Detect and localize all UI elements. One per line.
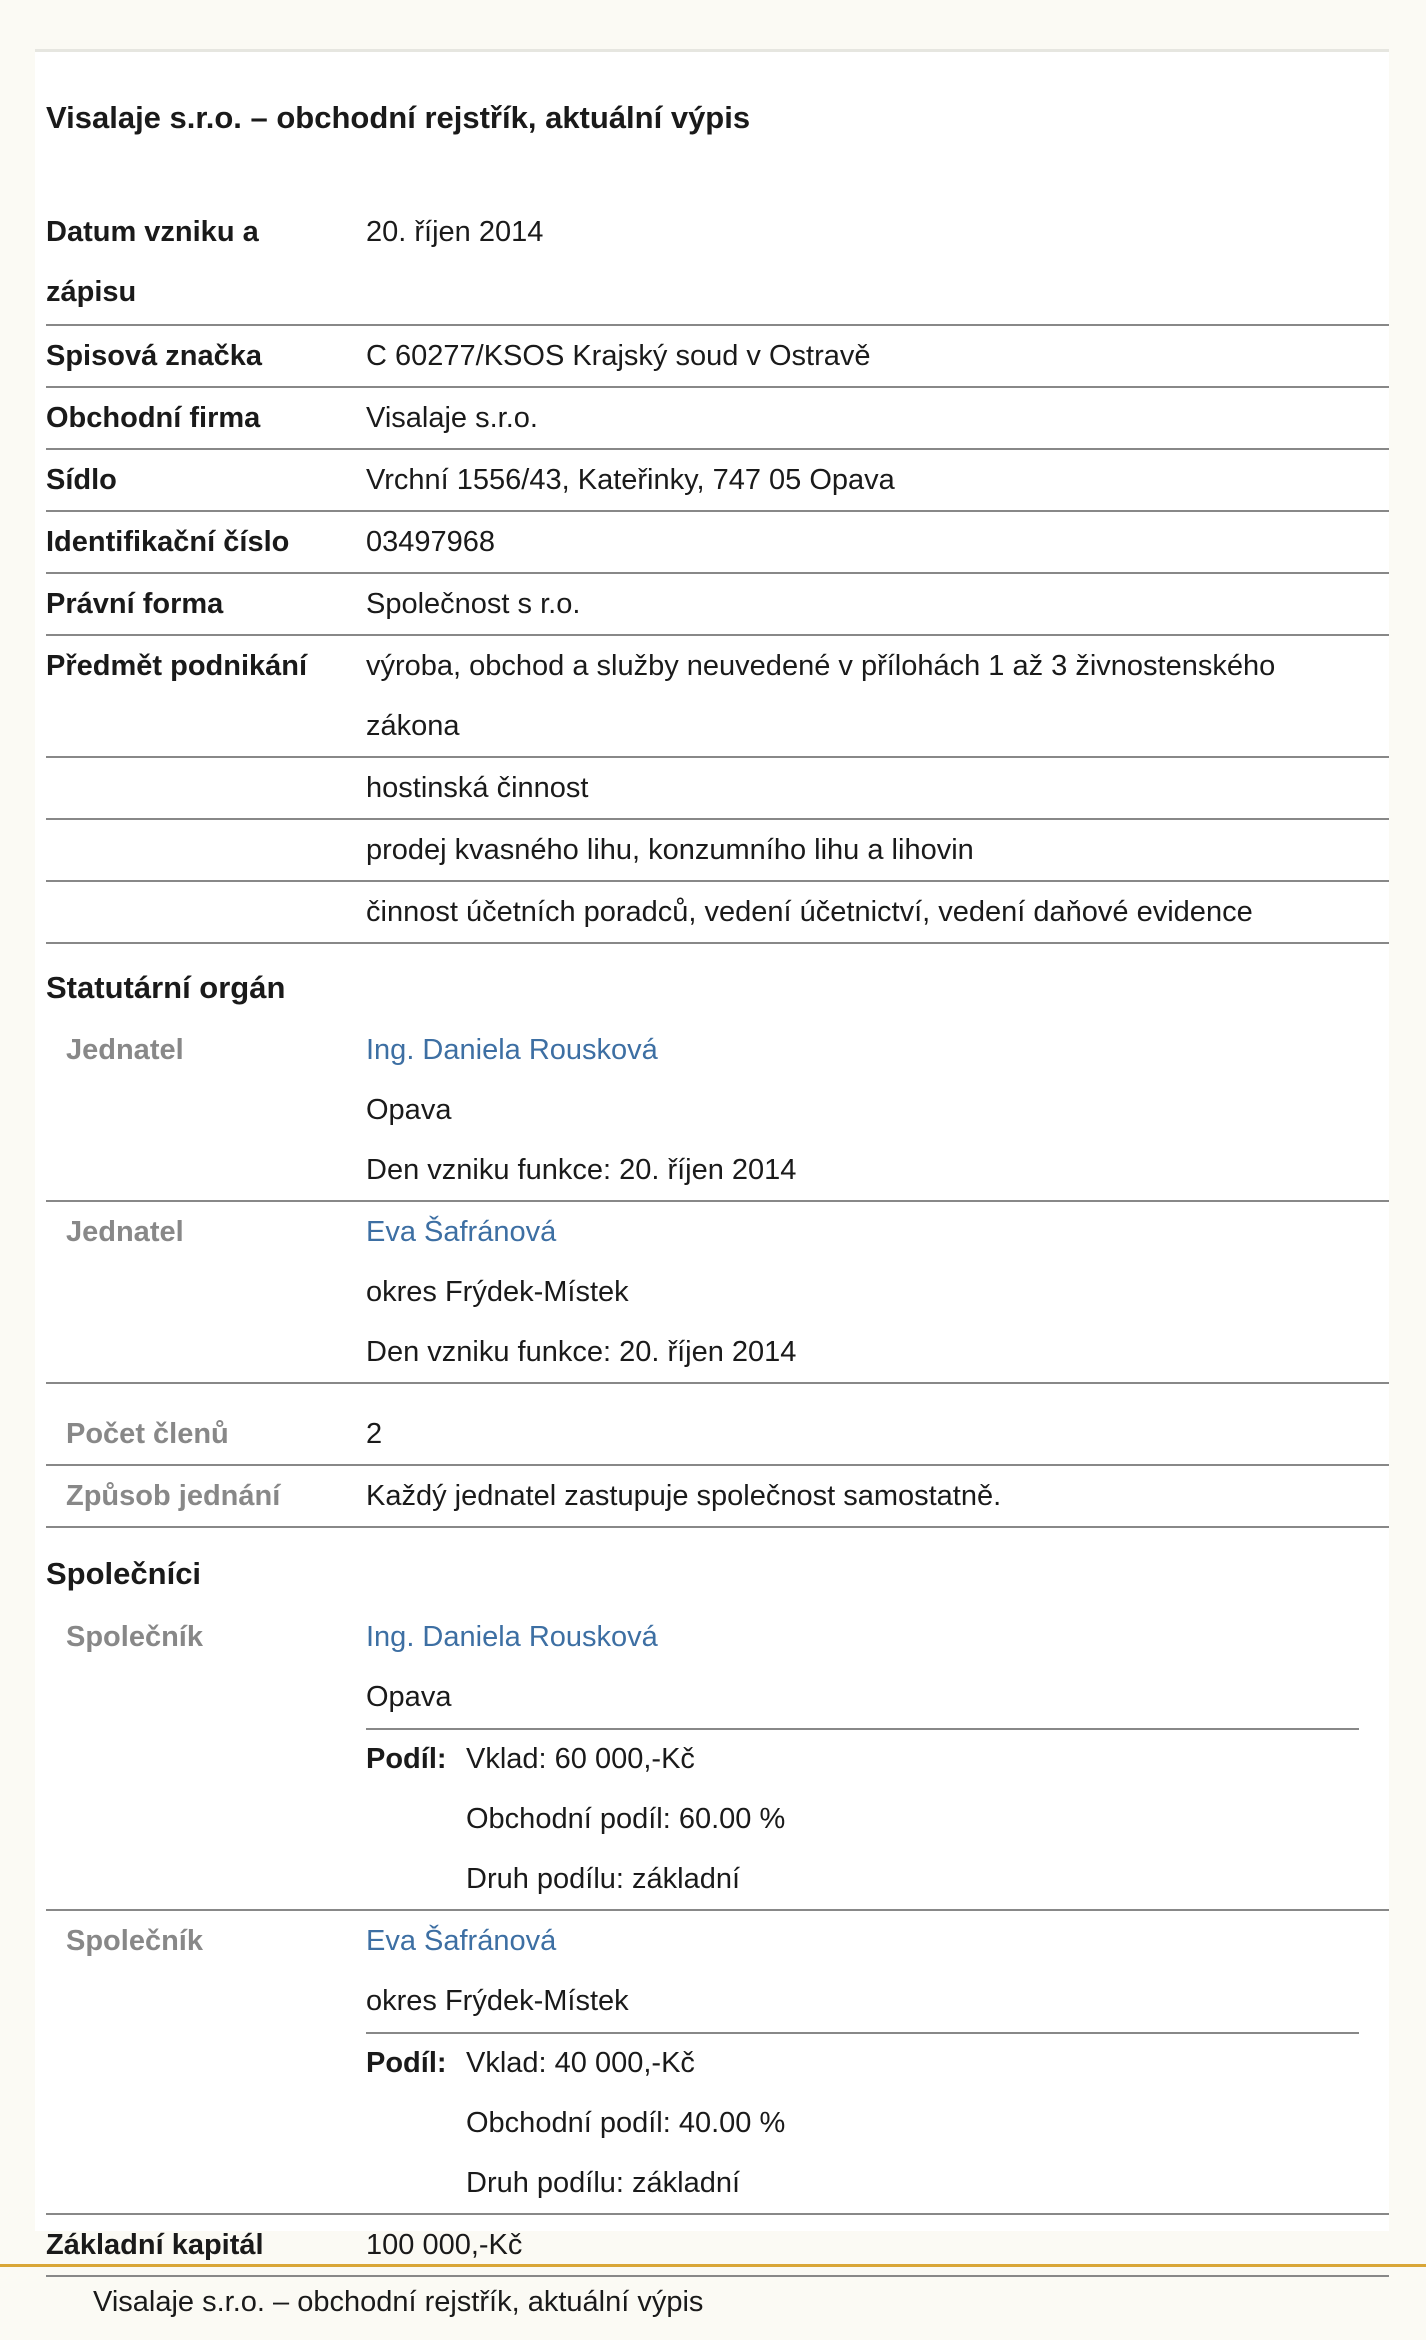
row-obchodni-firma — [46, 388, 1389, 450]
document-title: Visalaje s.r.o. – obchodní rejstřík, aktuální výpis — [46, 100, 751, 135]
row-spolecnik-2 — [46, 1911, 1389, 2215]
link-jednatel-2-name[interactable]: Eva Šafránová — [366, 1216, 557, 1248]
label-podil-1: Podíl: — [366, 1743, 447, 1775]
section-statutarni-organ: Statutární orgán — [46, 970, 286, 1005]
value-pocet-clenu: 2 — [366, 1418, 383, 1450]
value-spolecnik-1-obchodni-podil: Obchodní podíl: 60.00 % — [466, 1803, 786, 1835]
label-predmet-podnikani: Předmět podnikání — [46, 650, 308, 682]
value-spolecnik-2-place: okres Frýdek-Místek — [366, 1985, 629, 2017]
value-zpusob-jednani: Každý jednatel zastupuje společnost samostatně. — [366, 1480, 1002, 1512]
value-jednatel-1-place: Opava — [366, 1094, 452, 1126]
label-pocet-clenu: Počet členů — [66, 1418, 229, 1450]
label-obchodni-firma: Obchodní firma — [46, 402, 261, 434]
label-zakladni-kapital: Základní kapitál — [46, 2229, 264, 2261]
footer-title: Visalaje s.r.o. – obchodní rejstřík, aktuální výpis — [93, 2286, 704, 2318]
row-predmet-podnikani — [46, 636, 1389, 758]
value-predmet-1-line-2: zákona — [366, 710, 460, 742]
document-page — [35, 49, 1389, 2261]
label-datum-vzniku-2: zápisu — [46, 276, 137, 308]
value-predmet-2: hostinská činnost — [366, 772, 589, 804]
value-predmet-1-line-1: výroba, obchod a služby neuvedené v přílohách 1 až 3 živnostenského — [366, 650, 1276, 682]
value-identifikacni-cislo: 03497968 — [366, 526, 496, 558]
link-spolecnik-1-name[interactable]: Ing. Daniela Rousková — [366, 1621, 658, 1653]
value-spolecnik-1-place: Opava — [366, 1681, 452, 1713]
value-jednatel-1-since: Den vzniku funkce: 20. říjen 2014 — [366, 1154, 797, 1186]
label-datum-vzniku-1: Datum vzniku a — [46, 216, 259, 248]
row-spolecnik-1 — [46, 1607, 1389, 1911]
value-spolecnik-2-obchodni-podil: Obchodní podíl: 40.00 % — [466, 2107, 786, 2139]
section-spolecnici: Společníci — [46, 1556, 202, 1591]
label-jednatel-1: Jednatel — [66, 1034, 184, 1066]
row-jednatel-2 — [46, 1202, 1389, 1384]
row-zpusob-jednani — [46, 1466, 1389, 1528]
value-spolecnik-2-vklad: Vklad: 40 000,-Kč — [466, 2047, 695, 2079]
label-sidlo: Sídlo — [46, 464, 117, 496]
label-pravni-forma: Právní forma — [46, 588, 224, 620]
row-pravni-forma — [46, 574, 1389, 636]
label-podil-2: Podíl: — [366, 2047, 447, 2079]
row-datum-vzniku — [46, 202, 1389, 326]
label-spisova-znacka: Spisová značka — [46, 340, 262, 372]
value-spolecnik-1-druh-podilu: Druh podílu: základní — [466, 1863, 741, 1895]
value-datum-vzniku: 20. říjen 2014 — [366, 216, 544, 248]
link-jednatel-1-name[interactable]: Ing. Daniela Rousková — [366, 1034, 658, 1066]
value-sidlo: Vrchní 1556/43, Kateřinky, 747 05 Opava — [366, 464, 895, 496]
label-zpusob-jednani: Způsob jednání — [66, 1480, 281, 1512]
row-zakladni-kapital — [46, 2215, 1389, 2277]
label-identifikacni-cislo: Identifikační číslo — [46, 526, 290, 558]
value-spolecnik-2-druh-podilu: Druh podílu: základní — [466, 2167, 741, 2199]
label-jednatel-2: Jednatel — [66, 1216, 184, 1248]
value-predmet-4: činnost účetních poradců, vedení účetnictví, vedení daňové evidence — [366, 896, 1253, 928]
row-predmet-4 — [46, 882, 1389, 944]
link-spolecnik-2-name[interactable]: Eva Šafránová — [366, 1925, 557, 1957]
value-jednatel-2-since: Den vzniku funkce: 20. říjen 2014 — [366, 1336, 797, 1368]
value-pravni-forma: Společnost s r.o. — [366, 588, 581, 620]
value-spisova-znacka: C 60277/KSOS Krajský soud v Ostravě — [366, 340, 871, 372]
footer-divider — [0, 2264, 1426, 2267]
value-spolecnik-1-vklad: Vklad: 60 000,-Kč — [466, 1743, 695, 1775]
row-jednatel-1 — [46, 1020, 1389, 1202]
label-spolecnik-1: Společník — [66, 1621, 203, 1653]
row-pocet-clenu — [46, 1404, 1389, 1466]
value-zakladni-kapital: 100 000,-Kč — [366, 2229, 523, 2261]
row-spisova-znacka — [46, 326, 1389, 388]
row-sidlo — [46, 450, 1389, 512]
label-spolecnik-2: Společník — [66, 1925, 203, 1957]
row-identifikacni-cislo — [46, 512, 1389, 574]
value-predmet-3: prodej kvasného lihu, konzumního lihu a lihovin — [366, 834, 974, 866]
row-predmet-2 — [46, 758, 1389, 820]
value-obchodni-firma: Visalaje s.r.o. — [366, 402, 538, 434]
value-jednatel-2-place: okres Frýdek-Místek — [366, 1276, 629, 1308]
row-predmet-3 — [46, 820, 1389, 882]
